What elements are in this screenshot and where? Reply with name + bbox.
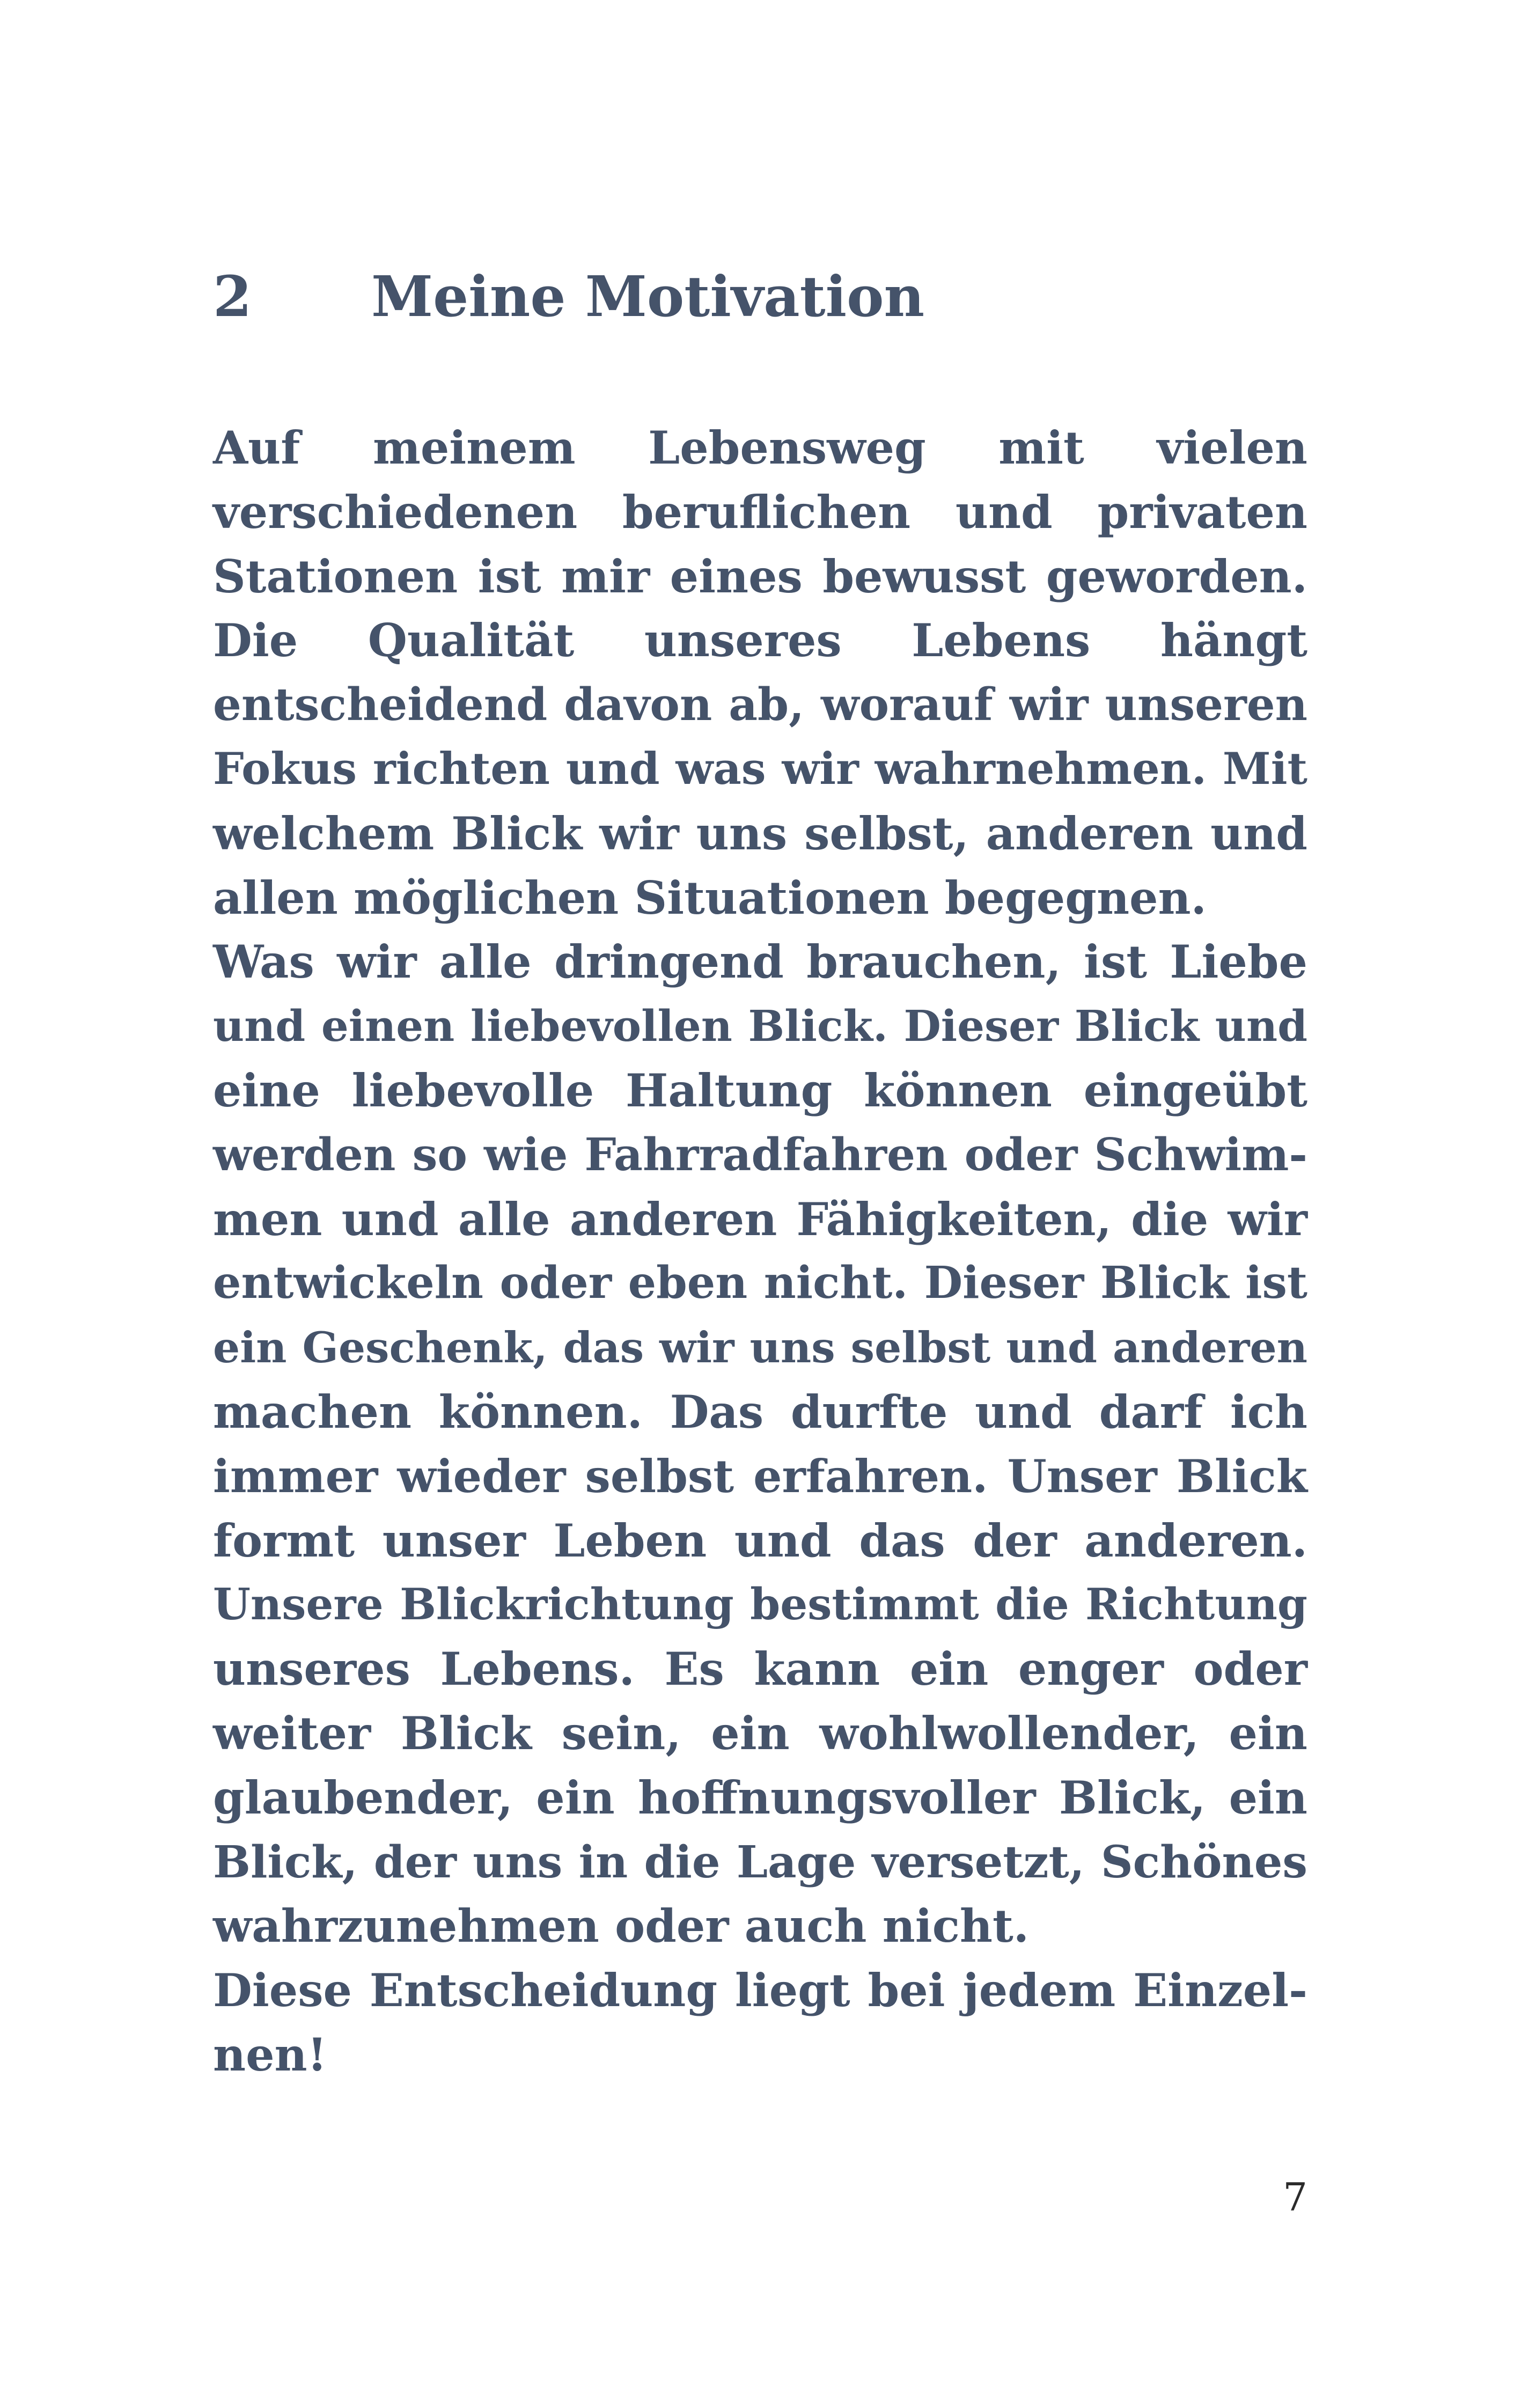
- chapter-number: 2: [213, 263, 252, 329]
- text-line: verschiedenen beruflichen und privaten: [213, 485, 1307, 539]
- text-line: weiter Blick sein, ein wohlwollender, ein: [213, 1706, 1307, 1760]
- chapter-heading: [213, 256, 1307, 337]
- chapter-title: Meine Motivation: [371, 263, 925, 329]
- text-line: und einen liebevollen Blick. Dieser Blick und: [213, 1001, 1307, 1052]
- text-line: Die Qualität unseres Lebens hängt: [213, 614, 1307, 667]
- text-line: glaubender, ein hoffnungsvoller Blick, ein: [213, 1771, 1307, 1824]
- text-line: Stationen ist mir eines bewusst geworden.: [213, 549, 1307, 603]
- paragraph-3: [213, 1958, 1307, 2087]
- text-line: welchem Blick wir uns selbst, anderen und: [213, 806, 1307, 860]
- text-line: ein Geschenk, das wir uns selbst und anderen: [213, 1323, 1307, 1373]
- text-line: entwickeln oder eben nicht. Dieser Blick ist: [213, 1257, 1307, 1309]
- text-line: allen möglichen Situationen begegnen.: [213, 871, 1207, 924]
- text-line: Was wir alle dringend brauchen, ist Liebe: [213, 935, 1307, 989]
- text-line: entscheidend davon ab, worauf wir unseren: [213, 678, 1307, 731]
- page-number: 7: [1283, 2175, 1307, 2220]
- text-line: wahrzunehmen oder auch nicht.: [213, 1899, 1029, 1953]
- text-line: Blick, der uns in die Lage versetzt, Schönes: [213, 1835, 1307, 1888]
- text-line: eine liebevolle Haltung können eingeübt: [213, 1063, 1307, 1117]
- text-line: formt unser Leben und das der anderen.: [213, 1514, 1307, 1567]
- text-line: nen!: [213, 2028, 327, 2081]
- text-line: Unsere Blickrichtung bestimmt die Richtung: [213, 1579, 1307, 1630]
- text-line: immer wieder selbst erfahren. Unser Blick: [213, 1449, 1307, 1503]
- text-line: machen können. Das durfte und darf ich: [213, 1385, 1307, 1438]
- paragraph-2: [213, 930, 1307, 1958]
- text-line: men und alle anderen Fähigkeiten, die wir: [213, 1192, 1307, 1246]
- text-line: unseres Lebens. Es kann ein enger oder: [213, 1642, 1307, 1696]
- paragraph-1: [213, 416, 1307, 930]
- text-line: Auf meinem Lebensweg mit vielen: [213, 421, 1307, 474]
- text-line: Fokus richten und was wir wahrnehmen. Mit: [213, 743, 1307, 795]
- text-line: Diese Entscheidung liegt bei jedem Einzel-: [213, 1964, 1307, 2017]
- text-line: werden so wie Fahrradfahren oder Schwim-: [213, 1128, 1307, 1181]
- chapter-body: [213, 416, 1307, 2087]
